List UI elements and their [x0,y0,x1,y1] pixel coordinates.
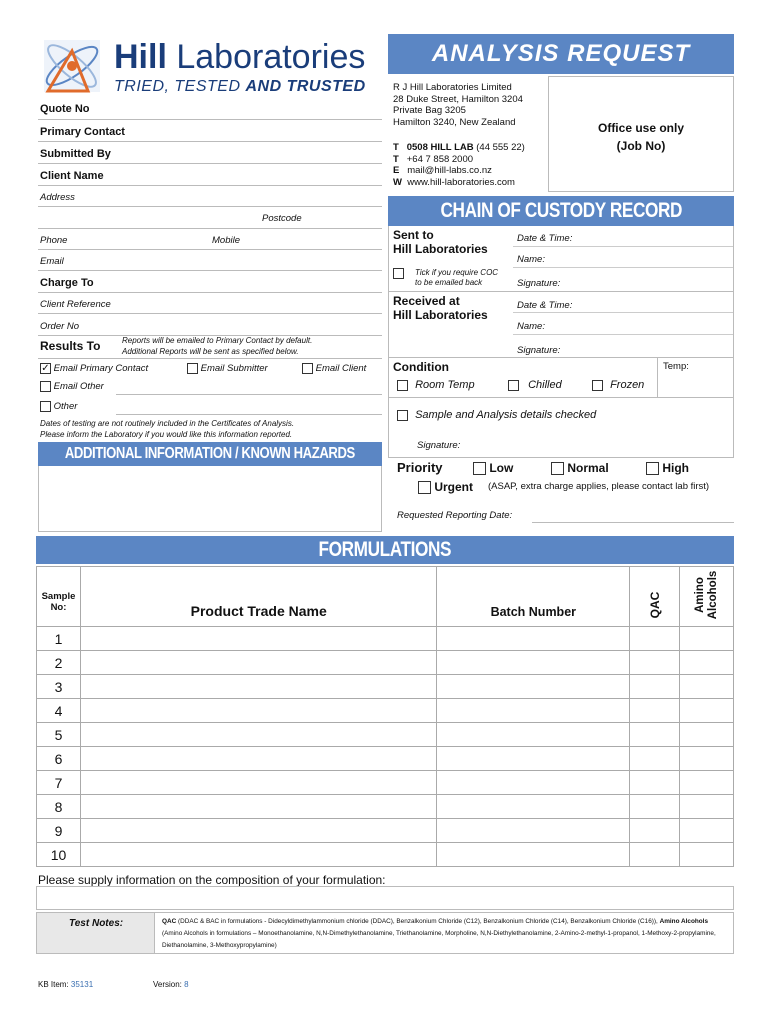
version-label: Version: [153,980,185,989]
qac-note-text: (DDAC & BAC in formulations - Didecyldimethylammonium chloride (DDAC), Benzalkonium Chloride (C12), Benzalkonium Chloride (C14), Benzalkonium Chloride (C16)), [176,918,660,925]
batch-cell[interactable] [437,699,630,723]
sample-number: 10 [37,843,81,867]
priority-low-label: Low [489,461,514,475]
qac-cell[interactable] [630,627,680,651]
product-cell[interactable] [80,771,436,795]
table-row [37,675,734,699]
email-primary-label: Email Primary Contact [53,363,149,375]
batch-cell[interactable] [437,723,630,747]
amino-note-text: (Amino Alcohols in formulations – Monoethanolamine, N,N-Dimethylethanolamine, Triethanolamine, Morpholine, N,N-Diethylethanolamine, 2-Amino-2-methyl-1-propanol, 1-Methoxy-2-propylamine, Diethanolamine, 3-Methoxypropylamine) [162,930,716,949]
mobile-label: Mobile [212,235,240,246]
phone-main: +64 7 858 2000 [406,153,474,165]
charge-to-label: Charge To [40,277,94,289]
primary-contact-label: Primary Contact [40,126,125,138]
room-temp-checkbox[interactable] [397,380,408,391]
results-to-label: Results To [40,339,101,353]
sample-checked-label: Sample and Analysis details checked [415,409,597,421]
priority-high-label: High [662,461,690,475]
amino-cell[interactable] [680,843,734,867]
col-qac-header [630,567,680,627]
quote-no-label: Quote No [40,103,90,115]
sample-number: 3 [37,675,81,699]
hazards-textarea[interactable] [38,466,382,532]
product-cell[interactable] [80,723,436,747]
qac-cell[interactable] [630,651,680,675]
frozen-label: Frozen [610,379,645,391]
amino-cell[interactable] [680,723,734,747]
product-cell[interactable] [80,819,436,843]
amino-cell[interactable] [680,627,734,651]
coc-title: CHAIN OF CUSTODY RECORD [440,199,682,222]
col-amino-header [680,567,734,627]
amino-cell[interactable] [680,819,734,843]
t1-prefix: T [393,142,399,153]
client-reference-label: Client Reference [40,299,111,310]
dates-note-1: Dates of testing are not routinely included in the Certificates of Analysis. [40,419,295,428]
received-label-2: Hill Laboratories [393,308,488,322]
email-submitter-checkbox[interactable] [187,363,198,374]
received-name-label: Name: [517,321,545,332]
sample-checked-checkbox[interactable] [397,410,408,421]
qac-cell[interactable] [630,675,680,699]
kb-item-label: KB Item: [38,980,71,989]
company-line-4: Hamilton 3240, New Zealand [393,116,516,128]
col-batch-header: Batch Number [437,567,630,627]
hazards-header [38,442,382,466]
sample-number: 2 [37,651,81,675]
received-signature-label: Signature: [517,345,561,356]
table-row [37,627,734,651]
company-line-3: Private Bag 3205 [393,105,466,116]
amino-cell[interactable] [680,771,734,795]
e-prefix: E [393,165,400,176]
sample-number: 9 [37,819,81,843]
product-cell[interactable] [80,795,436,819]
table-row [37,723,734,747]
sample-number: 8 [37,795,81,819]
amino-cell[interactable] [680,675,734,699]
dates-note-2: Please inform the Laboratory if you would like this information reported. [40,429,293,439]
amino-note-title: Amino Alcohols [659,918,708,925]
sent-date-time-label: Date & Time: [517,233,573,244]
other-label: Other [53,401,78,413]
amino-cell[interactable] [680,699,734,723]
batch-cell[interactable] [437,843,630,867]
order-no-label: Order No [40,321,80,332]
sample-number: 6 [37,747,81,771]
table-row [37,651,734,675]
sample-number: 1 [37,627,81,651]
col-product-header: Product Trade Name [80,567,436,627]
logo-name-bold: Hill [114,38,167,76]
amino-cell[interactable] [680,747,734,771]
qac-cell[interactable] [630,819,680,843]
email-client-label: Email Client [315,363,367,375]
coc-tick-note-1: Tick if you require COC [415,268,499,277]
analysis-request-header [388,34,734,74]
logo-tagline-bold: AND TRUSTED [245,78,366,95]
batch-cell[interactable] [437,795,630,819]
qac-note-title: QAC [162,918,177,925]
other-checkbox[interactable] [40,401,51,412]
coc-box [388,226,734,458]
left-form [38,98,382,336]
priority-normal-checkbox[interactable] [551,462,564,475]
col-qac-label: QAC [647,591,662,619]
received-label-1: Received at [393,294,460,308]
office-use-label: Office use only [597,121,685,135]
phone-freephone: 0508 HILL LAB [406,142,474,153]
company-line-2: 28 Duke Street, Hamilton 3204 [393,93,523,105]
table-row [37,843,734,867]
company-web-link[interactable]: www.hill-laboratories.com [407,176,515,188]
frozen-checkbox[interactable] [592,380,603,391]
email-other-checkbox[interactable] [40,381,51,392]
t2-prefix: T [393,153,399,165]
urgent-note: (ASAP, extra charge applies, please contact lab first) [488,481,710,492]
hill-logo-icon [38,36,104,98]
qac-cell[interactable] [630,843,680,867]
email-submitter-label: Email Submitter [200,363,268,375]
supply-field[interactable] [36,886,734,910]
results-note-2: Additional Reports will be sent as specified below. [122,346,299,356]
sample-number: 7 [37,771,81,795]
priority-high-checkbox[interactable] [646,462,659,475]
requested-date-field[interactable] [532,522,734,523]
sent-to-label-1: Sent to [393,228,434,242]
sample-number: 4 [37,699,81,723]
requested-date-label: Requested Reporting Date: [397,510,513,521]
w-prefix: W [393,176,402,188]
table-row [37,795,734,819]
amino-cell[interactable] [680,651,734,675]
email-client-checkbox[interactable] [302,363,313,374]
table-row [37,771,734,795]
submitted-by-label: Submitted By [40,148,111,160]
supply-label: Please supply information on the composition of your formulation: [38,873,386,887]
test-notes-box [36,912,734,954]
table-row [37,819,734,843]
priority-urgent-checkbox[interactable] [418,481,431,494]
coc-email-back-checkbox[interactable] [393,268,404,279]
logo-name-rest: Laboratories [176,38,366,76]
product-cell[interactable] [80,747,436,771]
qac-cell[interactable] [630,747,680,771]
batch-cell[interactable] [437,747,630,771]
col-sample-label: Sample No: [41,590,76,613]
phone-label: Phone [40,235,68,246]
coc-header [388,196,734,226]
page-title: ANALYSIS REQUEST [431,40,691,67]
company-email-link[interactable]: mail@hill-labs.co.nz [407,165,492,176]
received-date-time-label: Date & Time: [517,300,573,311]
sent-name-label: Name: [517,254,545,265]
chilled-checkbox[interactable] [508,380,519,391]
sent-to-label-2: Hill Laboratories [393,242,488,256]
checked-signature-label: Signature: [417,440,461,451]
product-cell[interactable] [80,843,436,867]
logo-tagline-light: TRIED, TESTED [114,78,246,95]
address-label: Address [40,192,75,203]
col-sample-header [37,567,81,627]
formulations-table [36,566,734,866]
job-no-label: (Job No) [616,139,666,153]
priority-low-checkbox[interactable] [473,462,486,475]
col-amino-label: Amino Alcohols [693,570,719,620]
batch-cell[interactable] [437,651,630,675]
logo [38,36,383,98]
email-label: Email [40,256,64,267]
product-cell[interactable] [80,675,436,699]
sent-signature-label: Signature: [517,278,561,289]
batch-cell[interactable] [437,819,630,843]
formulations-header [36,536,734,564]
qac-cell[interactable] [630,771,680,795]
batch-cell[interactable] [437,627,630,651]
priority-normal-label: Normal [567,461,609,475]
product-cell[interactable] [80,627,436,651]
room-temp-label: Room Temp [415,379,475,391]
office-use-box [548,76,734,192]
version-value: 8 [184,980,189,989]
chilled-label: Chilled [528,379,562,391]
table-row [37,747,734,771]
condition-label: Condition [393,360,449,374]
email-other-label: Email Other [53,381,104,393]
client-name-label: Client Name [40,170,104,182]
coc-tick-note-2: to be emailed back [415,278,483,287]
company-line-1: R J Hill Laboratories Limited [393,82,512,93]
product-cell[interactable] [80,651,436,675]
sample-number: 5 [37,723,81,747]
qac-cell[interactable] [630,699,680,723]
results-note-1: Reports will be emailed to Primary Contact by default. [122,336,313,345]
batch-cell[interactable] [437,771,630,795]
priority-label: Priority [397,460,443,475]
amino-cell[interactable] [680,795,734,819]
qac-cell[interactable] [630,795,680,819]
formulations-title: FORMULATIONS [318,538,452,561]
priority-urgent-label: Urgent [434,480,474,494]
batch-cell[interactable] [437,675,630,699]
phone-freephone-digits: (44 555 22) [473,142,525,153]
product-cell[interactable] [80,699,436,723]
email-primary-checkbox[interactable] [40,363,51,374]
table-row [37,699,734,723]
hazards-title: ADDITIONAL INFORMATION / KNOWN HAZARDS [64,445,356,462]
postcode-label: Postcode [262,213,302,224]
kb-item-value: 35131 [70,980,94,989]
temp-label: Temp: [663,361,689,372]
company-details [393,82,553,188]
test-notes-label: Test Notes: [69,918,124,929]
qac-cell[interactable] [630,723,680,747]
